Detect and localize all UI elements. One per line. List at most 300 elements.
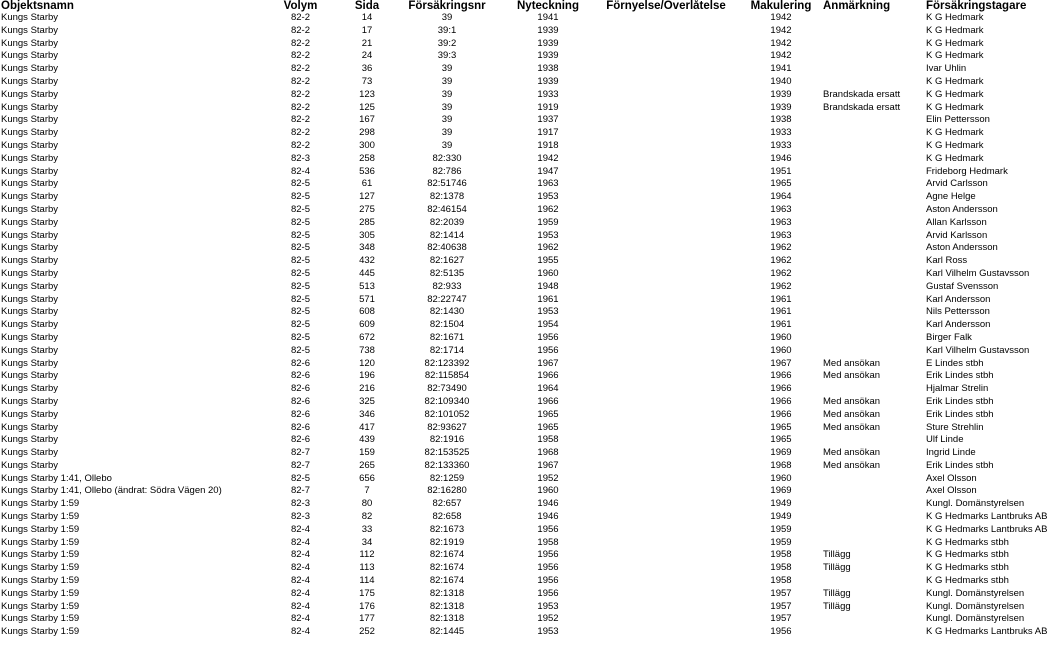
- cell-makulering: 1963: [770, 203, 792, 215]
- table-row: [0, 358, 1060, 371]
- cell-fornyelse: [593, 319, 739, 332]
- table-row: [0, 255, 1060, 268]
- cell-volym: 82-4: [290, 613, 310, 625]
- cell-forsakringsnr: 39:1: [437, 24, 457, 36]
- cell-fornyelse: [593, 89, 739, 102]
- cell-forsakringstagare: Axel Olsson: [926, 472, 977, 484]
- cell-nyteckning: 1956: [537, 562, 559, 574]
- cell-anmarkning: [823, 217, 926, 230]
- cell-forsakringstagare: K G Hedmarks stbh: [926, 575, 1009, 587]
- cell-volym: 82-4: [290, 165, 310, 177]
- cell-anmarkning: [823, 50, 926, 63]
- column-header-forsakringstagare: Försäkringstagare: [926, 0, 1027, 12]
- cell-anmarkning: [823, 114, 926, 127]
- cell-forsakringsnr: 82:1674: [429, 562, 465, 574]
- cell-forsakringstagare: K G Hedmark: [926, 152, 984, 164]
- cell-anmarkning: Tillägg: [823, 587, 851, 599]
- cell-forsakringsnr: 82:22747: [427, 293, 467, 305]
- cell-sida: 439: [359, 434, 375, 446]
- cell-fornyelse: [593, 370, 739, 383]
- cell-forsakringsnr: 82:1916: [429, 434, 465, 446]
- cell-nyteckning: 1952: [537, 613, 559, 625]
- cell-forsakringstagare: Karl Ross: [926, 255, 968, 267]
- cell-nyteckning: 1917: [537, 127, 559, 139]
- cell-sida: 417: [359, 421, 375, 433]
- cell-makulering: 1960: [770, 472, 792, 484]
- cell-volym: 82-7: [290, 459, 310, 471]
- cell-nyteckning: 1956: [537, 344, 559, 356]
- cell-forsakringsnr: 82:93627: [427, 421, 467, 433]
- cell-anmarkning: [823, 38, 926, 51]
- cell-forsakringsnr: 82:73490: [427, 383, 467, 395]
- table-row: [0, 204, 1060, 217]
- table-row: [0, 50, 1060, 63]
- cell-fornyelse: [593, 358, 739, 371]
- cell-sida: 14: [361, 12, 373, 23]
- cell-makulering: 1968: [770, 459, 792, 471]
- cell-sida: 275: [359, 203, 375, 215]
- cell-anmarkning: [823, 255, 926, 268]
- cell-makulering: 1939: [770, 88, 792, 100]
- cell-nyteckning: 1956: [537, 587, 559, 599]
- cell-fornyelse: [593, 562, 739, 575]
- cell-forsakringstagare: K G Hedmark: [926, 24, 984, 36]
- cell-objektsnamn: Kungs Starby 1:59: [1, 511, 80, 523]
- cell-anmarkning: [823, 332, 926, 345]
- cell-makulering: 1957: [770, 587, 792, 599]
- cell-fornyelse: [593, 511, 739, 524]
- cell-sida: 113: [359, 562, 375, 574]
- table-row: [0, 191, 1060, 204]
- table-body: [0, 12, 1060, 639]
- cell-volym: 82-2: [290, 127, 310, 139]
- cell-anmarkning: [823, 166, 926, 179]
- cell-makulering: 1966: [770, 395, 792, 407]
- cell-nyteckning: 1952: [537, 472, 559, 484]
- cell-nyteckning: 1956: [537, 549, 559, 561]
- cell-objektsnamn: Kungs Starby: [1, 88, 59, 100]
- cell-volym: 82-2: [290, 24, 310, 36]
- cell-nyteckning: 1939: [537, 75, 559, 87]
- table-row: [0, 383, 1060, 396]
- cell-forsakringstagare: Erik Lindes stbh: [926, 370, 994, 382]
- cell-sida: 175: [359, 587, 375, 599]
- cell-fornyelse: [593, 281, 739, 294]
- cell-objektsnamn: Kungs Starby: [1, 395, 59, 407]
- cell-sida: 177: [359, 613, 375, 625]
- cell-volym: 82-2: [290, 37, 310, 49]
- cell-objektsnamn: Kungs Starby 1:59: [1, 613, 80, 625]
- cell-volym: 82-5: [290, 293, 310, 305]
- cell-forsakringsnr: 82:1378: [429, 191, 465, 203]
- cell-makulering: 1963: [770, 216, 792, 228]
- cell-volym: 82-5: [290, 280, 310, 292]
- cell-fornyelse: [593, 242, 739, 255]
- table-row: [0, 140, 1060, 153]
- cell-sida: 285: [359, 216, 375, 228]
- cell-makulering: 1961: [770, 293, 792, 305]
- cell-volym: 82-7: [290, 485, 310, 497]
- cell-nyteckning: 1941: [537, 12, 559, 23]
- cell-volym: 82-2: [290, 88, 310, 100]
- table-row: [0, 38, 1060, 51]
- cell-objektsnamn: Kungs Starby: [1, 229, 59, 241]
- header-row: [0, 0, 1060, 12]
- column-header-volym: Volym: [283, 0, 318, 12]
- cell-makulering: 1939: [770, 101, 792, 113]
- cell-fornyelse: [593, 38, 739, 51]
- cell-forsakringstagare: K G Hedmarks Lantbruks AB: [926, 511, 1048, 523]
- cell-anmarkning: Med ansökan: [823, 370, 881, 382]
- table-row: [0, 319, 1060, 332]
- cell-nyteckning: 1939: [537, 24, 559, 36]
- cell-anmarkning: [823, 12, 926, 25]
- cell-forsakringstagare: Kungl. Domänstyrelsen: [926, 587, 1025, 599]
- cell-sida: 300: [359, 139, 375, 151]
- cell-makulering: 1960: [770, 344, 792, 356]
- cell-anmarkning: Med ansökan: [823, 421, 881, 433]
- cell-forsakringsnr: 82:115854: [424, 370, 470, 382]
- cell-sida: 17: [361, 24, 373, 36]
- cell-fornyelse: [593, 306, 739, 319]
- cell-fornyelse: [593, 102, 739, 115]
- cell-objektsnamn: Kungs Starby: [1, 165, 59, 177]
- cell-nyteckning: 1942: [537, 152, 559, 164]
- cell-objektsnamn: Kungs Starby: [1, 408, 59, 420]
- table-row: [0, 281, 1060, 294]
- cell-volym: 82-2: [290, 139, 310, 151]
- cell-forsakringsnr: 82:1504: [429, 319, 465, 331]
- cell-sida: 265: [359, 459, 375, 471]
- cell-forsakringstagare: K G Hedmarks Lantbruks AB: [926, 523, 1048, 535]
- cell-makulering: 1962: [770, 280, 792, 292]
- cell-objektsnamn: Kungs Starby: [1, 178, 59, 190]
- cell-anmarkning: Med ansökan: [823, 447, 881, 459]
- cell-objektsnamn: Kungs Starby: [1, 255, 59, 267]
- cell-anmarkning: [823, 63, 926, 76]
- cell-fornyelse: [593, 626, 739, 639]
- cell-fornyelse: [593, 230, 739, 243]
- table-row: [0, 396, 1060, 409]
- cell-volym: 82-3: [290, 498, 310, 510]
- cell-volym: 82-4: [290, 523, 310, 535]
- cell-forsakringstagare: Karl Andersson: [926, 293, 991, 305]
- cell-makulering: 1969: [770, 447, 792, 459]
- cell-objektsnamn: Kungs Starby: [1, 139, 59, 151]
- cell-makulering: 1933: [770, 139, 792, 151]
- cell-forsakringsnr: 82:1445: [429, 626, 465, 638]
- cell-anmarkning: Med ansökan: [823, 459, 881, 471]
- cell-forsakringsnr: 82:658: [432, 511, 462, 523]
- cell-volym: 82-5: [290, 344, 310, 356]
- cell-forsakringsnr: 39: [441, 114, 453, 126]
- cell-forsakringstagare: Ingrid Linde: [926, 447, 976, 459]
- cell-sida: 159: [359, 447, 375, 459]
- cell-forsakringstagare: K G Hedmark: [926, 101, 984, 113]
- cell-sida: 258: [359, 152, 375, 164]
- cell-forsakringsnr: 82:5135: [429, 267, 465, 279]
- cell-sida: 80: [361, 498, 373, 510]
- cell-anmarkning: [823, 473, 926, 486]
- cell-makulering: 1958: [770, 575, 792, 587]
- cell-makulering: 1933: [770, 127, 792, 139]
- cell-volym: 82-7: [290, 447, 310, 459]
- cell-forsakringsnr: 82:16280: [427, 485, 467, 497]
- cell-nyteckning: 1955: [537, 255, 559, 267]
- cell-fornyelse: [593, 294, 739, 307]
- cell-anmarkning: [823, 178, 926, 191]
- cell-anmarkning: [823, 242, 926, 255]
- cell-forsakringsnr: 82:109340: [424, 395, 470, 407]
- cell-forsakringstagare: K G Hedmarks stbh: [926, 562, 1009, 574]
- cell-fornyelse: [593, 460, 739, 473]
- cell-objektsnamn: Kungs Starby: [1, 203, 59, 215]
- cell-nyteckning: 1933: [537, 88, 559, 100]
- cell-forsakringstagare: Allan Karlsson: [926, 216, 987, 228]
- cell-forsakringsnr: 82:1674: [429, 575, 465, 587]
- cell-anmarkning: Med ansökan: [823, 395, 881, 407]
- cell-objektsnamn: Kungs Starby: [1, 421, 59, 433]
- cell-anmarkning: [823, 613, 926, 626]
- table-row: [0, 588, 1060, 601]
- cell-makulering: 1962: [770, 255, 792, 267]
- cell-forsakringstagare: K G Hedmarks stbh: [926, 536, 1009, 548]
- cell-nyteckning: 1939: [537, 37, 559, 49]
- cell-objektsnamn: Kungs Starby: [1, 383, 59, 395]
- cell-forsakringsnr: 82:1318: [429, 600, 465, 612]
- cell-nyteckning: 1953: [537, 306, 559, 318]
- cell-nyteckning: 1946: [537, 511, 559, 523]
- cell-makulering: 1966: [770, 408, 792, 420]
- cell-forsakringsnr: 39: [441, 63, 453, 75]
- cell-objektsnamn: Kungs Starby: [1, 50, 59, 62]
- cell-volym: 82-5: [290, 255, 310, 267]
- cell-makulering: 1967: [770, 357, 792, 369]
- cell-sida: 24: [361, 50, 373, 62]
- cell-nyteckning: 1953: [537, 229, 559, 241]
- cell-forsakringsnr: 82:2039: [429, 216, 465, 228]
- cell-sida: 127: [359, 191, 375, 203]
- cell-anmarkning: Tillägg: [823, 562, 851, 574]
- cell-sida: 36: [361, 63, 373, 75]
- cell-anmarkning: [823, 383, 926, 396]
- cell-forsakringsnr: 82:1671: [429, 331, 465, 343]
- cell-volym: 82-3: [290, 152, 310, 164]
- cell-anmarkning: [823, 25, 926, 38]
- cell-sida: 432: [359, 255, 375, 267]
- cell-fornyelse: [593, 575, 739, 588]
- cell-objektsnamn: Kungs Starby 1:59: [1, 626, 80, 638]
- table-row: [0, 230, 1060, 243]
- cell-fornyelse: [593, 383, 739, 396]
- cell-nyteckning: 1966: [537, 370, 559, 382]
- cell-volym: 82-2: [290, 63, 310, 75]
- cell-volym: 82-6: [290, 434, 310, 446]
- table-row: [0, 613, 1060, 626]
- cell-nyteckning: 1939: [537, 50, 559, 62]
- cell-fornyelse: [593, 447, 739, 460]
- column-header-nyteckning: Nyteckning: [517, 0, 579, 12]
- cell-makulering: 1957: [770, 600, 792, 612]
- cell-nyteckning: 1956: [537, 575, 559, 587]
- cell-sida: 346: [359, 408, 375, 420]
- cell-volym: 82-5: [290, 306, 310, 318]
- cell-anmarkning: [823, 153, 926, 166]
- cell-objektsnamn: Kungs Starby: [1, 152, 59, 164]
- cell-volym: 82-3: [290, 511, 310, 523]
- cell-sida: 305: [359, 229, 375, 241]
- cell-sida: 120: [359, 357, 375, 369]
- cell-nyteckning: 1968: [537, 447, 559, 459]
- cell-fornyelse: [593, 166, 739, 179]
- cell-objektsnamn: Kungs Starby 1:41, Ollebo: [1, 472, 112, 484]
- cell-volym: 82-2: [290, 114, 310, 126]
- cell-makulering: 1966: [770, 370, 792, 382]
- table-row: [0, 370, 1060, 383]
- table-row: [0, 102, 1060, 115]
- cell-makulering: 1965: [770, 178, 792, 190]
- cell-forsakringstagare: Arvid Carlsson: [926, 178, 988, 190]
- cell-fornyelse: [593, 434, 739, 447]
- table-row: [0, 537, 1060, 550]
- table-row: [0, 434, 1060, 447]
- cell-fornyelse: [593, 409, 739, 422]
- cell-forsakringsnr: 82:1673: [429, 523, 465, 535]
- cell-forsakringstagare: Axel Olsson: [926, 485, 977, 497]
- cell-nyteckning: 1919: [537, 101, 559, 113]
- cell-sida: 125: [359, 101, 375, 113]
- cell-forsakringstagare: K G Hedmark: [926, 50, 984, 62]
- cell-volym: 82-6: [290, 395, 310, 407]
- cell-anmarkning: [823, 140, 926, 153]
- table-row: [0, 12, 1060, 25]
- cell-forsakringstagare: Nils Pettersson: [926, 306, 990, 318]
- cell-volym: 82-2: [290, 75, 310, 87]
- cell-anmarkning: [823, 319, 926, 332]
- cell-forsakringstagare: Erik Lindes stbh: [926, 408, 994, 420]
- cell-sida: 536: [359, 165, 375, 177]
- cell-makulering: 1942: [770, 37, 792, 49]
- cell-forsakringsnr: 82:51746: [427, 178, 467, 190]
- cell-fornyelse: [593, 204, 739, 217]
- cell-sida: 61: [361, 178, 373, 190]
- cell-makulering: 1949: [770, 498, 792, 510]
- cell-forsakringstagare: K G Hedmark: [926, 75, 984, 87]
- cell-forsakringstagare: Kungl. Domänstyrelsen: [926, 498, 1025, 510]
- cell-volym: 82-5: [290, 191, 310, 203]
- cell-fornyelse: [593, 498, 739, 511]
- cell-forsakringsnr: 82:1430: [429, 306, 465, 318]
- cell-makulering: 1961: [770, 306, 792, 318]
- cell-makulering: 1940: [770, 75, 792, 87]
- cell-sida: 445: [359, 267, 375, 279]
- table-row: [0, 242, 1060, 255]
- cell-nyteckning: 1946: [537, 498, 559, 510]
- cell-volym: 82-4: [290, 587, 310, 599]
- cell-volym: 82-4: [290, 562, 310, 574]
- cell-anmarkning: [823, 127, 926, 140]
- cell-makulering: 1949: [770, 511, 792, 523]
- cell-volym: 82-2: [290, 50, 310, 62]
- cell-nyteckning: 1958: [537, 434, 559, 446]
- cell-volym: 82-5: [290, 267, 310, 279]
- cell-anmarkning: Tillägg: [823, 549, 851, 561]
- cell-forsakringstagare: Birger Falk: [926, 331, 972, 343]
- cell-forsakringstagare: Frideborg Hedmark: [926, 165, 1008, 177]
- cell-forsakringstagare: E Lindes stbh: [926, 357, 984, 369]
- cell-forsakringstagare: Gustaf Svensson: [926, 280, 999, 292]
- cell-volym: 82-6: [290, 383, 310, 395]
- cell-nyteckning: 1961: [537, 293, 559, 305]
- cell-sida: 513: [359, 280, 375, 292]
- cell-objektsnamn: Kungs Starby: [1, 447, 59, 459]
- cell-anmarkning: [823, 306, 926, 319]
- cell-anmarkning: [823, 626, 926, 639]
- cell-objektsnamn: Kungs Starby: [1, 293, 59, 305]
- cell-makulering: 1942: [770, 12, 792, 23]
- cell-forsakringstagare: K G Hedmarks Lantbruks AB: [926, 626, 1048, 638]
- cell-forsakringsnr: 82:933: [432, 280, 462, 292]
- cell-forsakringsnr: 39: [441, 88, 453, 100]
- cell-forsakringstagare: K G Hedmark: [926, 12, 984, 23]
- table-row: [0, 76, 1060, 89]
- cell-objektsnamn: Kungs Starby: [1, 331, 59, 343]
- table-row: [0, 166, 1060, 179]
- table-row: [0, 447, 1060, 460]
- cell-forsakringstagare: Kungl. Domänstyrelsen: [926, 600, 1025, 612]
- cell-forsakringstagare: Erik Lindes stbh: [926, 395, 994, 407]
- cell-forsakringsnr: 39: [441, 75, 453, 87]
- table-row: [0, 25, 1060, 38]
- cell-nyteckning: 1959: [537, 216, 559, 228]
- cell-fornyelse: [593, 537, 739, 550]
- cell-volym: 82-6: [290, 421, 310, 433]
- table-row: [0, 549, 1060, 562]
- cell-forsakringsnr: 82:1919: [429, 536, 465, 548]
- cell-makulering: 1941: [770, 63, 792, 75]
- cell-sida: 112: [359, 549, 375, 561]
- cell-fornyelse: [593, 396, 739, 409]
- cell-nyteckning: 1953: [537, 191, 559, 203]
- cell-sida: 176: [359, 600, 375, 612]
- table-row: [0, 114, 1060, 127]
- cell-objektsnamn: Kungs Starby: [1, 216, 59, 228]
- cell-objektsnamn: Kungs Starby: [1, 63, 59, 75]
- cell-sida: 167: [359, 114, 375, 126]
- cell-objektsnamn: Kungs Starby 1:59: [1, 600, 80, 612]
- cell-makulering: 1946: [770, 152, 792, 164]
- cell-fornyelse: [593, 601, 739, 614]
- cell-sida: 114: [359, 575, 375, 587]
- cell-nyteckning: 1965: [537, 421, 559, 433]
- cell-sida: 571: [359, 293, 375, 305]
- cell-nyteckning: 1947: [537, 165, 559, 177]
- cell-objektsnamn: Kungs Starby 1:59: [1, 523, 80, 535]
- table-row: [0, 498, 1060, 511]
- cell-forsakringsnr: 82:786: [432, 165, 462, 177]
- cell-volym: 82-5: [290, 331, 310, 343]
- column-header-forsakringsnr: Försäkringsnr: [408, 0, 486, 12]
- cell-fornyelse: [593, 332, 739, 345]
- cell-nyteckning: 1962: [537, 242, 559, 254]
- table-row: [0, 562, 1060, 575]
- cell-sida: 325: [359, 395, 375, 407]
- cell-nyteckning: 1966: [537, 395, 559, 407]
- cell-makulering: 1960: [770, 331, 792, 343]
- cell-sida: 298: [359, 127, 375, 139]
- cell-makulering: 1961: [770, 319, 792, 331]
- cell-forsakringstagare: Elin Pettersson: [926, 114, 990, 126]
